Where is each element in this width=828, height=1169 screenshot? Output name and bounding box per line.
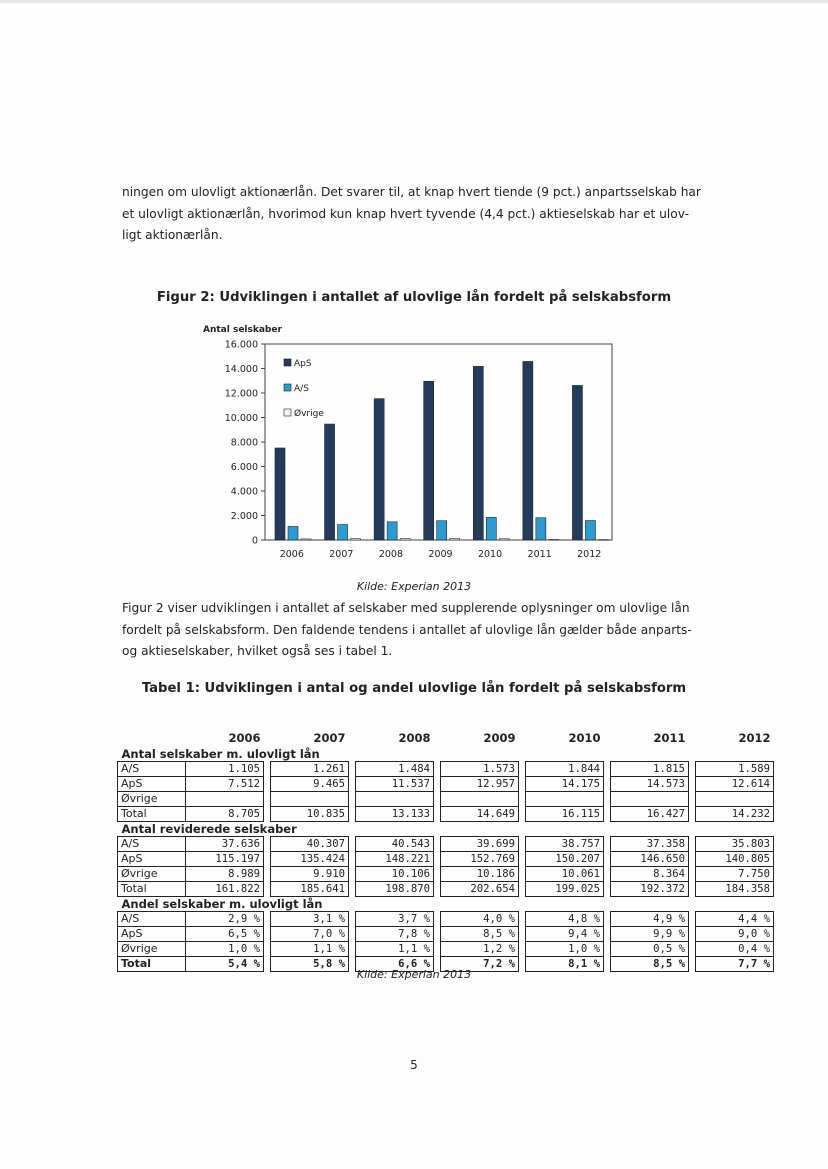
bar-øvrige-2009 [450,539,460,540]
row-label: Total [118,882,186,897]
spacer-cell [519,942,526,957]
table-cell: 150.207 [526,852,604,867]
spacer-cell [434,777,441,792]
spacer-cell [434,807,441,822]
spacer-cell [349,762,356,777]
table-cell: 14.649 [441,807,519,822]
body-line: et ulovligt aktionærlån, hvorimod kun knap hvert tyvende (4,4 pct.) aktieselskab har et ulov- [122,206,689,221]
spacer-cell [434,942,441,957]
table-cell: 2,9 % [186,912,264,927]
legend-label: A/S [294,384,309,394]
table-cell: 14.232 [696,807,774,822]
spacer-cell [604,912,611,927]
table-cell: 13.133 [356,807,434,822]
table-cell: 8,5 % [441,927,519,942]
spacer-cell [689,837,696,852]
legend-swatch [284,359,291,366]
table-cell: 115.197 [186,852,264,867]
table-cell: 7,7 % [696,957,774,972]
bar-øvrige-2006 [301,539,311,540]
table-row [118,807,774,822]
table-cell: 161.822 [186,882,264,897]
bar-as-2010 [486,517,496,540]
spacer-cell [604,942,611,957]
legend-swatch [284,384,291,391]
body-line: fordelt på selskabsform. Den faldende tendens i antallet af ulovlige lån gælder både anparts- [122,622,692,637]
table-cell: 10.061 [526,867,604,882]
table-cell: 152.769 [441,852,519,867]
table-cell [611,792,689,807]
table-cell: 1,0 % [186,942,264,957]
x-tick-label: 2012 [577,549,602,560]
spacer-cell [519,927,526,942]
table-cell: 1,1 % [356,942,434,957]
table-cell: 7.512 [186,777,264,792]
spacer-cell [519,807,526,822]
table-cell: 7,2 % [441,957,519,972]
table-cell: 199.025 [526,882,604,897]
bar-as-2008 [387,522,397,540]
table-cell: 135.424 [271,852,349,867]
year-header: 2006 [228,731,261,745]
table-cell: 1.844 [526,762,604,777]
table-title: Tabel 1: Udviklingen i antal og andel ulovlige lån fordelt på selskabsform [141,681,687,696]
y-tick-label: 4.000 [230,486,258,498]
spacer-cell [689,792,696,807]
row-label: ApS [118,927,186,942]
table-row [118,867,774,882]
table-cell: 9,4 % [526,927,604,942]
table-row [118,792,774,807]
table-cell [441,792,519,807]
body-paragraph-2 [122,598,722,663]
table-row [118,927,774,942]
table-cell: 185.641 [271,882,349,897]
table-cell: 35.803 [696,837,774,852]
table-cell: 16.427 [611,807,689,822]
spacer-cell [689,762,696,777]
table-cell [271,792,349,807]
spacer-cell [264,912,271,927]
spacer-cell [349,882,356,897]
spacer-cell [689,912,696,927]
table-cell: 10.835 [271,807,349,822]
year-header: 2011 [653,731,686,745]
table-row [118,837,774,852]
x-tick-label: 2008 [378,549,404,560]
spacer-cell [604,867,611,882]
table-cell: 140.805 [696,852,774,867]
row-label: ApS [118,777,186,792]
row-label: A/S [118,762,186,777]
table-cell: 11.537 [356,777,434,792]
table-section-heading-row [118,822,774,837]
spacer-cell [434,852,441,867]
table-section-heading-row [118,897,774,912]
table-cell: 7,8 % [356,927,434,942]
table-cell: 7,0 % [271,927,349,942]
table-cell [696,792,774,807]
table-row [118,912,774,927]
spacer-cell [349,807,356,822]
table-cell: 7.750 [696,867,774,882]
bar-aps-2007 [325,424,335,540]
spacer-cell [519,777,526,792]
spacer-cell [349,867,356,882]
body-line: og aktieselskaber, hvilket også ses i tabel 1. [122,644,393,658]
table-cell: 9.910 [271,867,349,882]
y-tick-label: 12.000 [224,388,258,400]
table-cell: 4,4 % [696,912,774,927]
table-cell: 1.573 [441,762,519,777]
year-header: 2009 [483,731,516,745]
spacer-cell [689,807,696,822]
year-header: 2007 [313,731,346,745]
spacer-cell [264,762,271,777]
table-cell: 8.364 [611,867,689,882]
table-cell: 1.261 [271,762,349,777]
y-tick-label: 16.000 [224,339,258,351]
y-tick-label: 2.000 [230,511,258,522]
spacer-cell [349,927,356,942]
year-header: 2012 [738,731,771,745]
x-tick-label: 2011 [527,549,552,560]
body-line: Figur 2 viser udviklingen i antallet af selskaber med supplerende oplysninger om ulovlige lån [122,601,690,615]
spacer-cell [264,852,271,867]
x-tick-label: 2007 [329,549,354,560]
table-cell: 12.614 [696,777,774,792]
spacer-cell [604,852,611,867]
table-cell: 10.186 [441,867,519,882]
table-cell: 39.699 [441,837,519,852]
row-label: Øvrige [118,792,186,807]
bar-øvrige-2012 [598,540,608,541]
table-cell: 6,5 % [186,927,264,942]
bar-øvrige-2010 [499,539,509,540]
table-cell: 40.307 [271,837,349,852]
spacer-cell [519,792,526,807]
spacer-cell [604,777,611,792]
bar-aps-2012 [572,385,582,540]
spacer-cell [434,837,441,852]
chart-legend [284,359,324,419]
table-cell: 4,9 % [611,912,689,927]
table-cell: 1,0 % [526,942,604,957]
table-section-heading-row [118,747,774,762]
spacer-cell [264,777,271,792]
spacer-cell [689,731,696,747]
table-row [118,777,774,792]
body-paragraph-1 [122,182,722,247]
spacer-cell [604,762,611,777]
table-cell: 8,1 % [526,957,604,972]
spacer-cell [349,792,356,807]
y-tick-label: 14.000 [224,364,258,375]
table-cell: 40.543 [356,837,434,852]
table-cell [356,792,434,807]
spacer-cell [604,807,611,822]
year-header: 2010 [568,731,601,745]
bar-aps-2006 [275,448,285,540]
spacer-cell [519,837,526,852]
table-cell [526,792,604,807]
legend-label: Øvrige [294,409,324,419]
bar-aps-2010 [473,366,483,540]
bar-as-2006 [288,526,298,540]
table-cell: 3,1 % [271,912,349,927]
table-cell: 9,9 % [611,927,689,942]
table-cell: 148.221 [356,852,434,867]
spacer-cell [604,927,611,942]
spacer-cell [264,927,271,942]
spacer-cell [349,731,356,747]
figure-title: Figur 2: Udviklingen i antallet af ulovlige lån fordelt på selskabsform [156,290,672,305]
spacer-cell [264,731,271,747]
spacer-cell [349,852,356,867]
table-cell: 0,4 % [696,942,774,957]
spacer-cell [434,731,441,747]
spacer-cell [264,792,271,807]
bar-øvrige-2011 [549,540,559,541]
row-label: Øvrige [118,942,186,957]
legend-swatch [284,409,291,416]
bar-aps-2009 [424,381,434,540]
y-tick-label: 10.000 [224,413,258,424]
spacer-cell [349,942,356,957]
bar-øvrige-2008 [400,539,410,540]
table-cell: 14.175 [526,777,604,792]
legend-label: ApS [294,359,312,369]
y-tick-label: 0 [251,535,258,547]
table-cell: 5,4 % [186,957,264,972]
spacer-cell [349,912,356,927]
table-cell: 1,2 % [441,942,519,957]
spacer-cell [519,731,526,747]
spacer-cell [604,882,611,897]
table-cell: 3,7 % [356,912,434,927]
table-cell: 8,5 % [611,957,689,972]
table-cell: 6,6 % [356,957,434,972]
figure-source: Kilde: Experian 2013 [356,580,472,593]
spacer-cell [519,867,526,882]
spacer-cell [264,837,271,852]
spacer-cell [434,912,441,927]
table-row [118,762,774,777]
spacer-cell [434,792,441,807]
table-cell: 8.705 [186,807,264,822]
table-cell: 1,1 % [271,942,349,957]
y-axis-title: Antal selskaber [203,325,282,335]
table-cell: 198.870 [356,882,434,897]
bar-øvrige-2007 [351,539,361,540]
spacer-cell [349,837,356,852]
section-heading: Antal reviderede selskaber [121,822,297,836]
body-line: ningen om ulovligt aktionærlån. Det svarer til, at knap hvert tiende (9 pct.) anpartsselskab har [122,185,701,199]
page-number: 5 [410,1058,418,1072]
row-label: Total [118,807,186,822]
table-cell: 146.650 [611,852,689,867]
bar-as-2009 [437,521,447,540]
table-cell: 12.957 [441,777,519,792]
table-cell: 192.372 [611,882,689,897]
spacer-cell [689,777,696,792]
table-cell: 4,8 % [526,912,604,927]
y-tick-label: 6.000 [230,462,258,473]
bar-as-2011 [536,518,546,540]
spacer-cell [264,807,271,822]
spacer-cell [604,731,611,747]
spacer-cell [349,777,356,792]
table-cell: 184.358 [696,882,774,897]
x-tick-label: 2006 [279,549,304,560]
bar-as-2007 [338,525,348,540]
spacer-cell [689,852,696,867]
table-cell: 38.757 [526,837,604,852]
table-source: Kilde: Experian 2013 [356,968,472,981]
spacer-cell [434,762,441,777]
table-cell: 16.115 [526,807,604,822]
spacer-cell [604,837,611,852]
section-heading: Antal selskaber m. ulovligt lån [121,747,320,761]
empty-cell [118,731,186,747]
spacer-cell [264,882,271,897]
row-label: Total [118,957,186,972]
table-cell: 9,0 % [696,927,774,942]
year-header: 2008 [398,731,431,745]
table-cell: 1.484 [356,762,434,777]
bar-chart [180,318,640,566]
spacer-cell [434,882,441,897]
page-top-edge [0,0,828,3]
table-cell: 14.573 [611,777,689,792]
spacer-cell [689,927,696,942]
table-cell: 10.106 [356,867,434,882]
spacer-cell [434,867,441,882]
body-line: ligt aktionærlån. [122,228,223,242]
table-year-row [118,731,774,747]
table-cell: 1.815 [611,762,689,777]
spacer-cell [264,867,271,882]
bar-as-2012 [585,521,595,540]
row-label: A/S [118,912,186,927]
plot-area [265,344,612,540]
row-label: ApS [118,852,186,867]
spacer-cell [689,942,696,957]
spacer-cell [689,882,696,897]
table-cell: 8.989 [186,867,264,882]
x-tick-label: 2010 [477,549,503,560]
spacer-cell [519,912,526,927]
spacer-cell [604,792,611,807]
bar-aps-2011 [523,361,533,540]
spacer-cell [264,942,271,957]
table-cell: 202.654 [441,882,519,897]
table-cell: 1.589 [696,762,774,777]
table-cell: 5,8 % [271,957,349,972]
y-tick-label: 8.000 [230,437,258,449]
row-label: A/S [118,837,186,852]
spacer-cell [519,762,526,777]
bar-aps-2008 [374,399,384,540]
table-cell: 37.358 [611,837,689,852]
table-row [118,882,774,897]
table-cell: 4,0 % [441,912,519,927]
spacer-cell [519,852,526,867]
spacer-cell [519,882,526,897]
spacer-cell [689,867,696,882]
spacer-cell [434,927,441,942]
table-cell: 9.465 [271,777,349,792]
table-cell: 1.105 [186,762,264,777]
row-label: Øvrige [118,867,186,882]
data-table [117,731,774,972]
section-heading: Andel selskaber m. ulovligt lån [121,897,323,911]
table-row [118,942,774,957]
table-cell: 37.636 [186,837,264,852]
table-row [118,852,774,867]
table-cell: 0,5 % [611,942,689,957]
table-cell [186,792,264,807]
x-tick-label: 2009 [428,549,453,560]
